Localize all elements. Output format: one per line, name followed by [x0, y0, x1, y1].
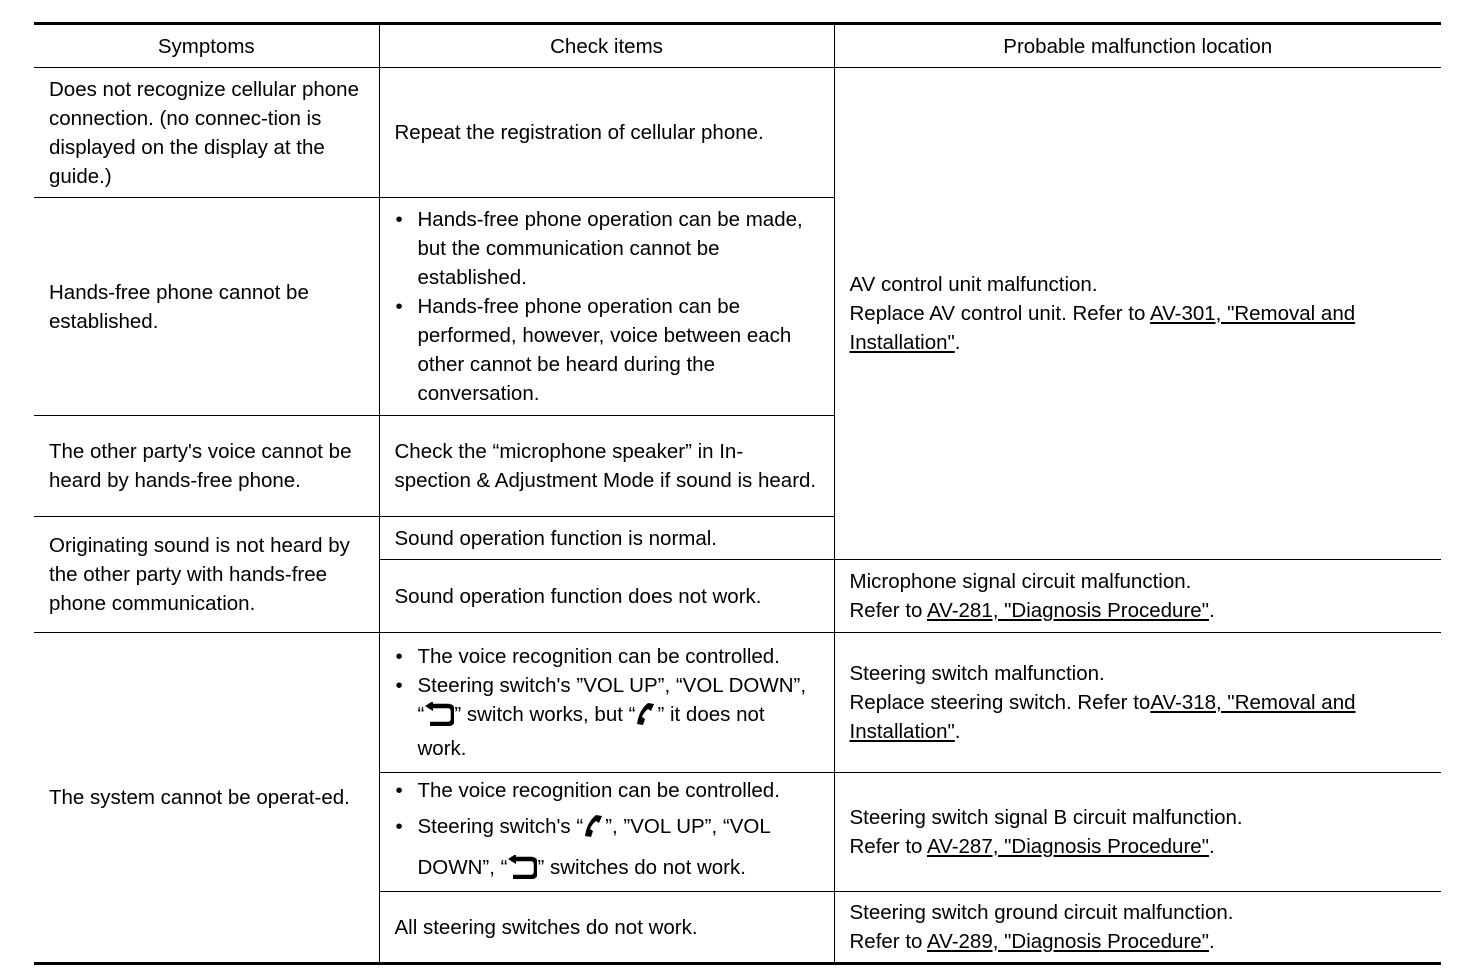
header-location: Probable malfunction location: [834, 24, 1441, 68]
check-cell: [379, 633, 834, 773]
check-cell: All steering switches do not work.: [379, 892, 834, 964]
location-text: Refer to: [849, 835, 927, 858]
list-item: • Hands-free phone operation can be made, but the communication cannot be established.: [395, 205, 819, 292]
location-text: Replace steering switch. Refer to: [849, 691, 1151, 714]
check-cell: [379, 773, 834, 892]
location-text: Replace AV control unit. Refer to: [849, 302, 1150, 325]
reference-link[interactable]: AV-318, "Removal and Installation": [849, 691, 1356, 743]
location-text: Steering switch ground circuit malfunction.: [849, 901, 1234, 924]
location-text: Steering switch malfunction.: [849, 662, 1105, 685]
location-cell: Steering switch ground circuit malfunction. Refer to AV-289, "Diagnosis Procedure".: [834, 892, 1441, 964]
header-row: [34, 24, 1441, 68]
reference-link[interactable]: AV-301, "Removal and Installation": [849, 302, 1356, 354]
location-cell: Steering switch malfunction. Replace steering switch. Refer toAV-318, "Removal and Installation".: [834, 633, 1441, 773]
location-cell: AV control unit malfunction. Replace AV control unit. Refer to AV-301, "Removal and Installation".: [834, 68, 1441, 560]
phone-handset-icon: [583, 814, 605, 850]
list-item: • Steering switch's “ ”, ”VOL UP”, “VOL DOWN”, “ ” switches do not work.: [395, 809, 819, 891]
back-arrow-icon: [507, 855, 537, 891]
location-text: AV control unit malfunction.: [849, 273, 1098, 296]
list-item: • The voice recognition can be controlled.: [395, 773, 819, 809]
location-cell: Steering switch signal B circuit malfunction. Refer to AV-287, "Diagnosis Procedure".: [834, 773, 1441, 892]
symptom-cell: Originating sound is not heard by the other party with hands-free phone communication.: [34, 517, 379, 633]
diagnosis-table: [34, 22, 1441, 965]
location-cell: Microphone signal circuit malfunction. Refer to AV-281, "Diagnosis Procedure".: [834, 560, 1441, 633]
reference-link[interactable]: AV-281, "Diagnosis Procedure": [927, 599, 1209, 622]
location-text: Microphone signal circuit malfunction.: [849, 570, 1192, 593]
check-cell: Sound operation function does not work.: [379, 560, 834, 633]
phone-handset-icon: [635, 702, 657, 734]
check-cell: [379, 198, 834, 416]
symptom-cell: The other party's voice cannot be heard by hands-free phone.: [34, 416, 379, 517]
check-cell: Check the “microphone speaker” in In-spection & Adjustment Mode if sound is heard.: [379, 416, 834, 517]
list-item: • The voice recognition can be controlled.: [395, 642, 819, 671]
location-text: Refer to: [849, 930, 927, 953]
check-cell: Sound operation function is normal.: [379, 517, 834, 560]
symptom-cell: The system cannot be operat-ed.: [34, 633, 379, 964]
location-text: Refer to: [849, 599, 927, 622]
location-text: Steering switch signal B circuit malfunction.: [849, 806, 1243, 829]
table-row: [34, 633, 1441, 773]
check-cell: Repeat the registration of cellular phone.: [379, 68, 834, 198]
symptom-cell: Hands-free phone cannot be established.: [34, 198, 379, 416]
reference-link[interactable]: AV-287, "Diagnosis Procedure": [927, 835, 1209, 858]
back-arrow-icon: [424, 702, 454, 734]
header-check-items: Check items: [379, 24, 834, 68]
symptom-cell: Does not recognize cellular phone connection. (no connec-tion is displayed on the display at the guide.): [34, 68, 379, 198]
reference-link[interactable]: AV-289, "Diagnosis Procedure": [927, 930, 1209, 953]
list-item: • Hands-free phone operation can be performed, however, voice between each other cannot be heard during the conversation.: [395, 292, 819, 408]
table-row: [34, 68, 1441, 198]
header-symptoms: Symptoms: [34, 24, 379, 68]
list-item: • Steering switch's ”VOL UP”, “VOL DOWN”, “ ” switch works, but “ ” it does not work.: [395, 671, 819, 763]
